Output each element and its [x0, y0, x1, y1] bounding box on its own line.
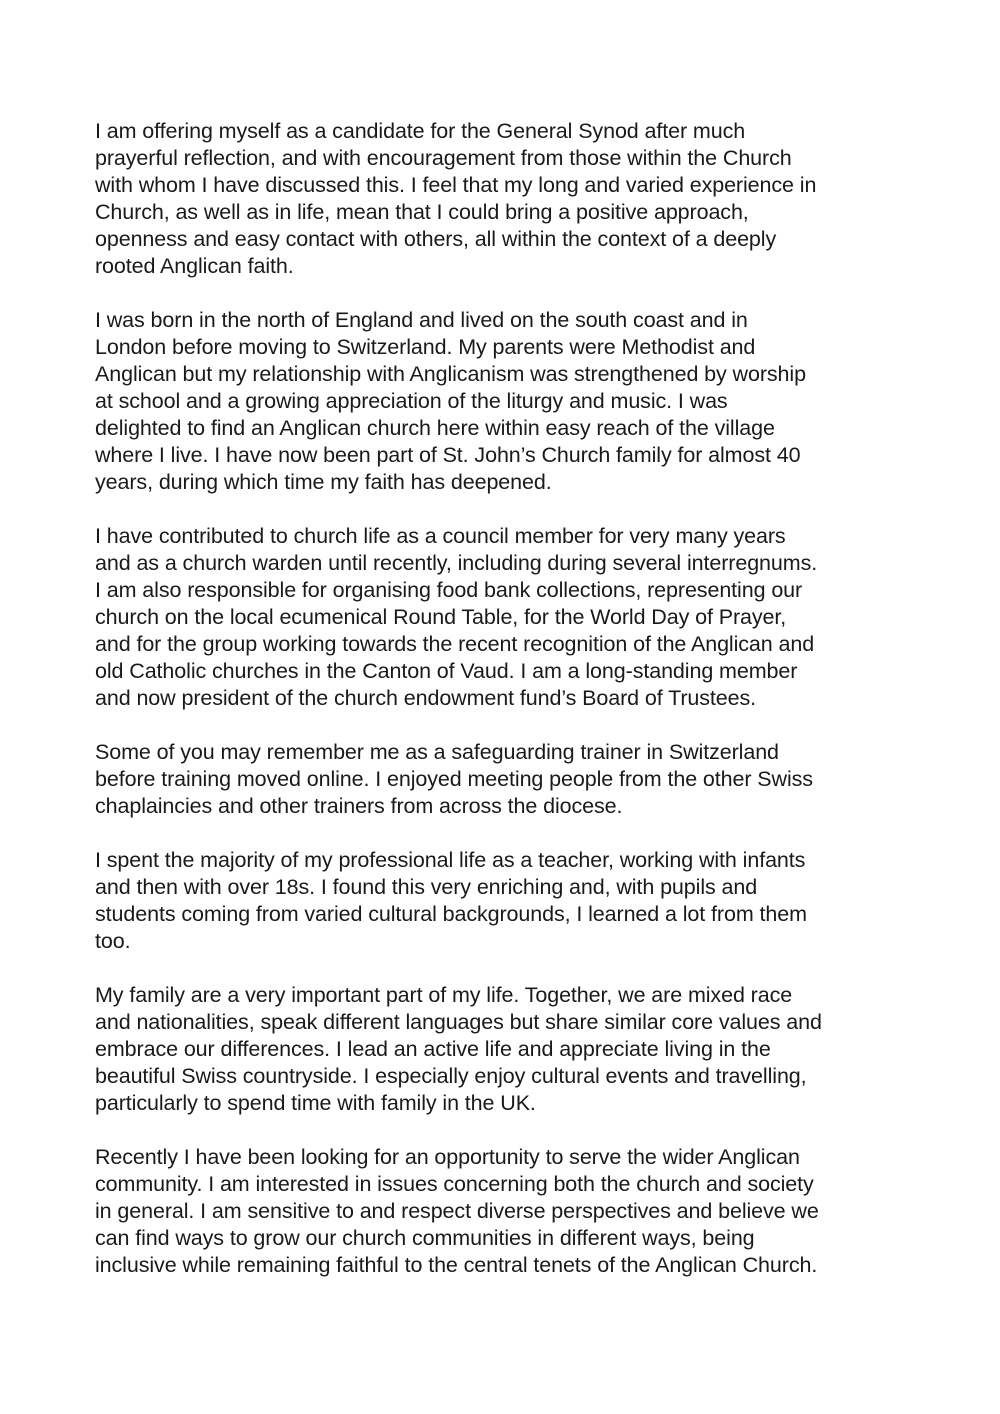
- paragraph-candidacy-intro: I am offering myself as a candidate for the General Synod after much prayerful reflection, and with encouragement from those within the Church with whom I have discussed this. I feel that my long and varied experience in Church, as well as in life, mean that I could bring a positive approach, openness and easy contact with others, all within the context of a deeply rooted Anglican faith.: [95, 119, 817, 278]
- paragraph-professional-life: I spent the majority of my professional life as a teacher, working with infants and then with over 18s. I found this very enriching and, with pupils and students coming from varied cultural backgrounds, I learned a lot from them too.: [95, 848, 807, 953]
- paragraph-background: I was born in the north of England and lived on the south coast and in London before moving to Switzerland. My parents were Methodist and Anglican but my relationship with Anglicanism was strengthened by worship at school and a growing appreciation of the liturgy and music. I was delighted to find an Anglican church here within easy reach of the village where I live. I have now been part of St. John’s Church family for almost 40 years, during which time my faith has deepened.: [95, 308, 806, 494]
- paragraph-safeguarding: Some of you may remember me as a safeguarding trainer in Switzerland before training moved online. I enjoyed meeting people from the other Swiss chaplaincies and other trainers from across the diocese.: [95, 740, 813, 818]
- paragraph-church-roles: I have contributed to church life as a council member for very many years and as a church warden until recently, including during several interregnums. I am also responsible for organising food bank collections, representing our church on the local ecumenical Round Table, for the World Day of Prayer, and for the group working towards the recent recognition of the Anglican and old Catholic churches in the Canton of Vaud. I am a long-standing member and now president of the church endowment fund’s Board of Trustees.: [95, 524, 818, 710]
- document-page: [95, 118, 915, 1306]
- paragraph-motivation: Recently I have been looking for an opportunity to serve the wider Anglican community. I am interested in issues concerning both the church and society in general. I am sensitive to and respect diverse perspectives and believe we can find ways to grow our church communities in different ways, being inclusive while remaining faithful to the central tenets of the Anglican Church.: [95, 1145, 819, 1277]
- paragraph-family: My family are a very important part of my life. Together, we are mixed race and nationalities, speak different languages but share similar core values and embrace our differences. I lead an active life and appreciate living in the beautiful Swiss countryside. I especially enjoy cultural events and travelling, particularly to spend time with family in the UK.: [95, 983, 822, 1115]
